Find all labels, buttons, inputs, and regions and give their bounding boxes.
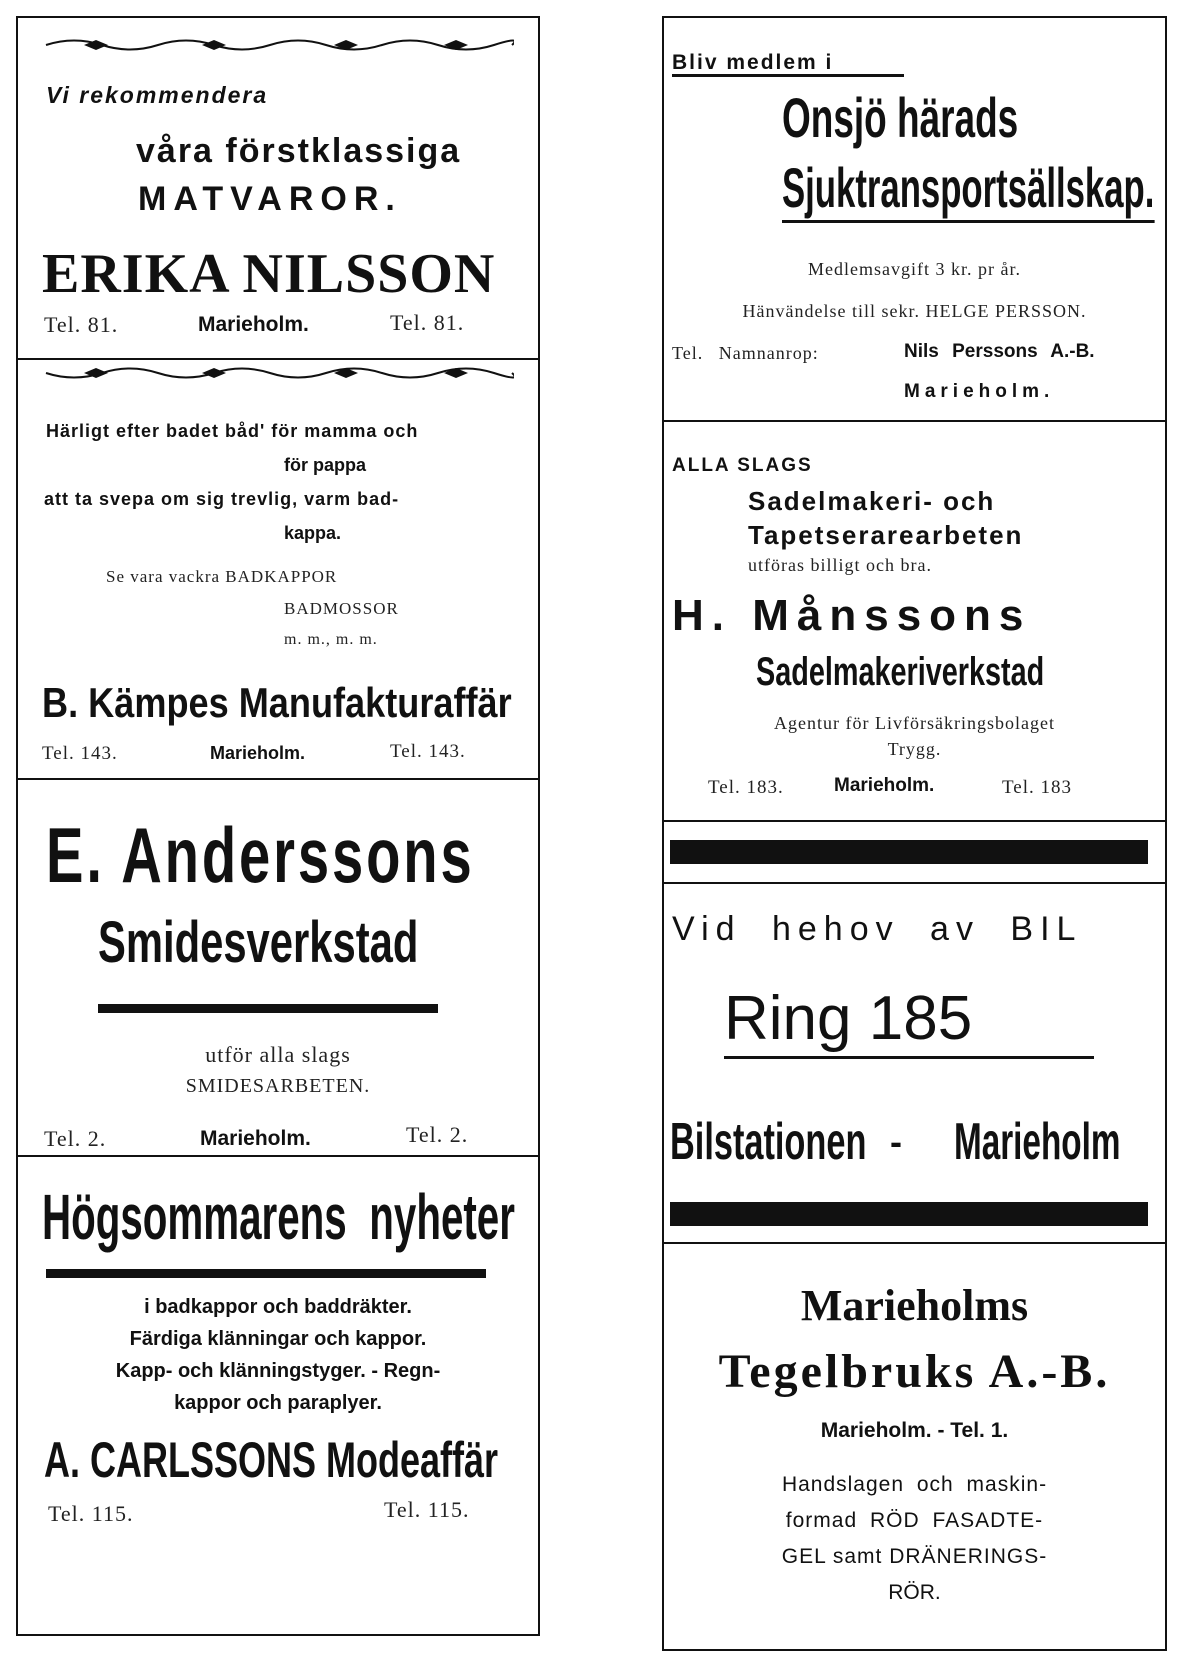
ad-carlssons-modeaffar: [18, 1157, 538, 1634]
ad8-place: Marieholm. - Tel. 1.: [820, 1419, 1009, 1442]
ornament-border: [44, 36, 514, 54]
ad1-line3: MATVAROR.: [138, 180, 402, 218]
rule-bar: [98, 1004, 438, 1013]
ad4-text2: Färdiga klänningar och kappor.: [129, 1328, 427, 1350]
ad8-name2: Tegelbruks A.-B.: [718, 1345, 1111, 1398]
ad4-tel-left: Tel. 115.: [48, 1501, 134, 1526]
ad6-place: Marieholm.: [834, 775, 935, 796]
ad-bilstationen: [664, 884, 1165, 1244]
ad6-line3: Tapetserarearbeten: [748, 520, 1024, 550]
ad6-tel-right: Tel. 183: [1002, 777, 1072, 798]
ad5-title2: Sjuktransportsällskap.: [782, 160, 1154, 223]
ad6-text2: Trygg.: [887, 739, 942, 759]
ad5-text3b: Nils Perssons A.-B.: [904, 341, 1095, 362]
separator-block: [664, 822, 1165, 884]
ad4-text4: kappor och paraplyer.: [174, 1392, 382, 1414]
ad2-tel-left: Tel. 143.: [42, 743, 118, 764]
ad1-line2: våra förstklassiga: [136, 132, 462, 170]
ad4-name: A. CARLSSONS Modeaffär: [44, 1432, 499, 1488]
ad8-text2: formad RÖD FASADTE-: [785, 1509, 1044, 1532]
ad1-tel-right: Tel. 81.: [390, 310, 465, 335]
rule-bar: [724, 1056, 1094, 1059]
ad3-place: Marieholm.: [200, 1127, 311, 1150]
ad5-text2: Hänvändelse till sekr. HELGE PERSSON.: [742, 301, 1087, 321]
ad-tegelbruks: [664, 1244, 1165, 1653]
ad6-tel-left: Tel. 183.: [708, 777, 784, 798]
black-bar: [670, 840, 1148, 864]
ad2-text1: Härligt efter badet båd' för mamma och: [46, 421, 419, 441]
black-bar: [670, 1202, 1148, 1226]
ad6-name: H. Månssons: [672, 591, 1032, 640]
ad2-text5: Se vara vackra BADKAPPOR: [106, 567, 338, 586]
ad8-text3: GEL samt DRÄNERINGS-: [781, 1545, 1048, 1568]
ad1-name: ERIKA NILSSON: [42, 243, 496, 305]
ad2-text6: BADMOSSOR: [284, 599, 399, 618]
ad6-text1: Agentur för Livförsäkringsbolaget: [774, 713, 1055, 733]
ad-erika-nilsson: [18, 18, 538, 360]
ad4-tel-right: Tel. 115.: [384, 1497, 470, 1522]
ad2-name: B. Kämpes Manufakturaffär: [42, 679, 512, 726]
ad3-tel-left: Tel. 2.: [44, 1126, 107, 1151]
ad1-place: Marieholm.: [198, 313, 309, 336]
ad5-intro: Bliv medlem i: [672, 51, 834, 74]
ad7-dash: -: [890, 1121, 902, 1162]
ad4-text3: Kapp- och klänningstyger. - Regn-: [115, 1360, 441, 1382]
ad6-sub: Sadelmakeriverkstad: [756, 650, 1045, 694]
ad7-ring: Ring 185: [724, 984, 973, 1053]
ad2-text2: för pappa: [284, 455, 367, 475]
ad-h-manssons: [664, 422, 1165, 822]
ad2-place: Marieholm.: [210, 743, 306, 763]
ad3-text1: utför alla slags: [205, 1042, 351, 1067]
ad7-right: Marieholm: [954, 1113, 1121, 1171]
left-column: [16, 16, 540, 1636]
ad1-intro: Vi rekommendera: [46, 82, 269, 108]
ad2-tel-right: Tel. 143.: [390, 741, 466, 762]
ad6-line2: Sadelmakeri- och: [748, 486, 996, 516]
ad2-text4: kappa.: [284, 523, 342, 543]
rule-bar: [46, 1269, 486, 1278]
ad-kampes-manufaktur: [18, 360, 538, 780]
ad8-text4: RÖR.: [888, 1581, 941, 1604]
ad6-line1: ALLA SLAGS: [672, 455, 813, 476]
ad5-text1: Medlemsavgift 3 kr. pr år.: [808, 259, 1021, 279]
ad1-tel-left: Tel. 81.: [44, 312, 119, 337]
ad3-text2: SMIDESARBETEN.: [185, 1075, 371, 1097]
ad5-title1: Onsjö härads: [782, 86, 1019, 149]
right-column: [662, 16, 1167, 1651]
ad3-name: E. Anderssons: [46, 811, 475, 899]
ad8-name1: Marieholms: [800, 1281, 1029, 1330]
rule-bar: [672, 74, 904, 77]
ad6-line4: utföras billigt och bra.: [748, 555, 932, 575]
ad2-text7: m. m., m. m.: [284, 631, 378, 648]
ad3-tel-right: Tel. 2.: [406, 1122, 469, 1147]
ad5-text3a: Tel. Namnanrop:: [672, 343, 819, 363]
ad7-line1: Vid hehov av BIL: [672, 910, 1083, 948]
ornament-border: [44, 364, 514, 382]
ad-e-anderssons: [18, 780, 538, 1157]
ad-onsjo-harads: [664, 18, 1165, 422]
ad2-text3: att ta svepa om sig trevlig, varm bad-: [44, 489, 400, 509]
ad4-text1: i badkappor och baddräkter.: [144, 1296, 412, 1318]
ad7-left: Bilstationen: [670, 1113, 867, 1171]
ad5-place: Marieholm.: [904, 381, 1055, 402]
ad3-sub: Smidesverkstad: [98, 910, 419, 975]
ad4-title: Högsommarens nyheter: [42, 1181, 515, 1253]
ad8-text1: Handslagen och maskin-: [781, 1473, 1048, 1496]
